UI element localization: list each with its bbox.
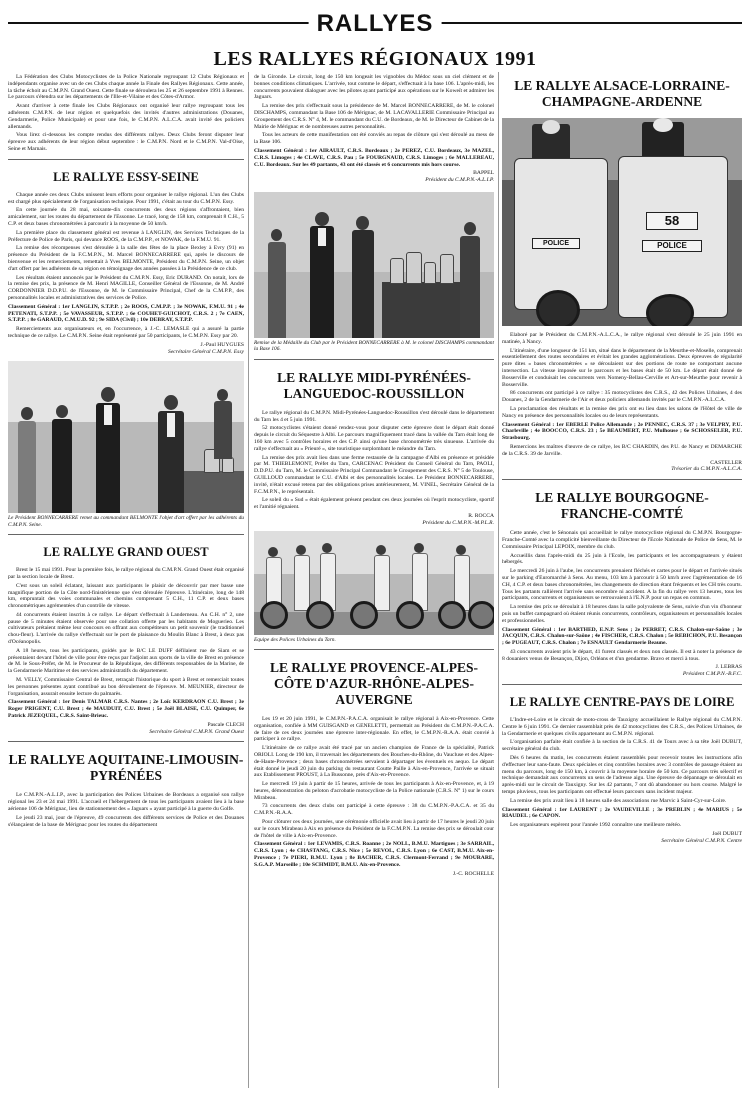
signature-name: J.-C. ROCHELLE — [452, 870, 494, 877]
article-paragraph: Les 19 et 20 juin 1991, le C.M.P.N.-P.A.C.A. organisait le rallye régional à Aix-en-Provence. Cette organisation, confiée à MM GUISGAND et GENELETTI, permettait au Président du C.M.P.N.-P.A.C.A. de faire de ces deux journées une épreuve inter-régionale. En effet, le C.M.P.N.-R.A.A. était convié à participer à ce rallye. — [254, 715, 494, 743]
column-divider — [248, 72, 249, 1088]
signature — [502, 664, 742, 678]
intro-paragraph: La Fédération des Clubs Motocyclistes de la Police Nationale regroupant 12 Clubs Régionaux et indépendants organise avec un de ces Clubs chaque année la Finale des Rallyes Régionaux. Cette année, la tâche échoit au C.M.P.N. Grand Ouest. Cette finale se déroulera les 25 et 26 septembre 1991 à Rennes. Le parcours s'étendra sur les départements de l'Ille-et-Vilaine et des Côtes-d'Armor. — [8, 74, 244, 101]
signature-role: Trésorier du C.M.P.N.-A.L.C.A. — [671, 466, 742, 473]
article-title-provence: LE RALLYE PROVENCE-ALPES-CÔTE D'AZUR-RHÔNE-ALPES-AUVERGNE — [269, 659, 479, 707]
signature-role: Président du C.M.P.N.-M.P.L.R. — [422, 519, 494, 526]
column-divider — [498, 72, 499, 1088]
article-paragraph: Le mercredi 19 juin à partir de 15 heures, arrivée de tous les participants à Aix-en-Provence, et, à 19 heures, démonstration du peloton d'acrobatie motocycliste de la Police nationale (C.R.S. N° 1) sur le cours Mirabeau. — [254, 781, 494, 801]
section-rule — [254, 359, 494, 360]
article-paragraph: En cette journée du 28 mai, soixante-dix concurrents des deux régions s'affrontaient, bien amicalement, sur les routes du département de l'Essonne. Le tracé, long de 158 km, comprenait 8 C.H., 5 C.P. et deux bases chronométrées à parcourir à la moyenne de 50 km/h. — [8, 207, 244, 227]
article-paragraph: La remise des prix se déroulait à 18 heures dans la salle polyvalente de Sens, suivie d'un vin d'honneur puis un buffet campagnard où étaient réunis concurrents, contrôleurs, organisateurs et personnalités locales et professionnelles. — [502, 604, 742, 624]
article-paragraph: L'organisation parfaite était confiée à la section de la C.R.S. 41 de Tours avec à sa tête Joël DUBUT, secrétaire général du club. — [502, 739, 742, 753]
article-paragraph: L'Indre-et-Loire et le circuit de moto-cross de Tauxigny accueillaient le Rallye régional du C.M.P.N. Centre le 6 juin 1991. Ce dernier rassemblait près de 42 motocyclistes des C.R.S., des Polices Urbaines, de la Gendarmerie et quelques civils appartenant au C.M.P.N. régional. — [502, 717, 742, 737]
article-paragraph: Le C.M.P.N.-A.L.I.P., avec la participation des Polices Urbaines de Bordeaux a organisé son rallye régional les 23 et 24 mai 1991. L'accueil et l'hébergement de tous les participants avaient lieu à la base aérienne 106 de Mérignac, lieu de stationnement des « Jaguars » ayant participé à la guerre du Golfe. — [8, 792, 244, 813]
classement-general: Classement Général : 1er LANGLIN, S.T.P.P. ; 2e ROOS, C.M.P.P. ; 3e NOWAK, F.M.U. 91 ; 4e PETENATI, S.T.P.P. ; 5e VAVASSEUR, S.T.P.P. ; 6e COUHET-GUICHOT, C.R.S. 2 ; 7e CAEN, S.T.P.P. ; 8e GARAUD, C.M.U.D. 92 ; 9e SIDA (Civil) ; 10e DEBRAY, S.T.P.P. — [8, 303, 244, 324]
article-title-midi-pyrenees: LE RALLYE MIDI-PYRÉNÉES-LANGUEDOC-ROUSSILLON — [277, 369, 471, 401]
signature-name: Joël DUBUT — [712, 831, 742, 838]
article-paragraph: Cette année, c'est le Sénonais qui accueillait le rallye motocycliste régional du C.M.P.N. Bourgogne-Franche-Comté avec la complicité bienveillante du Directeur de l'Ecole Nationale de Police de Sens, M. le Commissaire Principal LEPOIX, membre du club. — [502, 530, 742, 550]
signature-role: Président C.M.P.N.-B.F.C. — [682, 671, 742, 678]
photo-caption: Remise de la Médaille du Club par le Président BONNECARRERE à M. le colonel DISCHAMPS commandant la Base 106. — [254, 339, 494, 353]
section-rule — [502, 479, 742, 480]
article-title-aquitaine: LE RALLYE AQUITAINE-LIMOUSIN-PYRÉNÉES — [8, 752, 244, 784]
section-rule — [254, 649, 494, 650]
section-header — [8, 10, 742, 37]
classement-general: Classement Général : 1er LAURENT ; 2e VAUDEVILLE ; 3e PREBLIN ; 4e MARIUS ; 5e RIAUDEL ; 6e CAPON. — [502, 806, 742, 820]
article-title-bourgogne: LE RALLYE BOURGOGNE-FRANCHE-COMTÉ — [535, 490, 709, 522]
article-paragraph: Le soleil du « Sud » était également présent pendant ces deux journées où l'esprit motocycliste, sportif et l'amitié régnaient. — [254, 497, 494, 511]
signature-name: J.-Paul HUYGUES — [200, 341, 244, 348]
classement-general: Classement Général : 1er AIRAULT, C.R.S. Bordeaux ; 2e PEREZ, C.U. Bordeaux, 3e MAZEL, C.R.S. Limoges ; 4e CLAVE, C.R.S. Pau ; 5e FOURGNAUD, C.R.S. Limoges ; 6e MALLEREAU, C.U. Bordeaux. Sur les 49 partants, 43 ont été classés et 6 concurrents mis hors course. — [254, 147, 494, 168]
column-2 — [254, 74, 494, 879]
column-3 — [502, 74, 742, 847]
column-1 — [8, 74, 244, 830]
signature-name: CASTELLER — [710, 459, 742, 466]
article-paragraph: La remise des récompenses s'est déroulée à la salle des fêtes de la place Bexley à Evry (91) en présence du Président de la F.C.M.P.N., M. Marcel BONNECARRERE qui, après le discours de bienvenue et les remerciements, remettait à Yves BELMONTE, Président du C.M.P.N. Seine, un objet d'art offert par les adhérents de sa région en témoignage des années passées à la Présidence de ce club. — [8, 245, 244, 272]
signature — [8, 722, 244, 736]
intro-paragraph: Avant d'arriver à cette finale les Clubs Régionaux ont organisé leur rallye regroupant tous les adhérents C.M.P.N. de leur région et quelquefois des invités d'autres administrations (Douanes, Gendarmerie, Police Municipale) et pour une fois, le C.M.P.N. A.L.C.A. avait invité des policiers allemands. — [8, 103, 244, 130]
signature — [254, 513, 494, 527]
photo-caption: Le Président BONNECARRERE remet au commandant BELMONTE l'objet d'art offert par les adhérents du C.M.P.N. Seine. — [8, 515, 244, 528]
article-paragraph: Les organisateurs espèrent pour l'année 1992 connaître une meilleure météo. — [510, 822, 682, 829]
classement-general: Classement Général : 1er LEVAMIS, C.R.S. Roanne ; 2e NOLL, B.M.U. Martigues ; 3e SARRAIL, C.R.S. Lyon ; 4e CHASTANG, C.R.S. Nice ; 5e REVOL, C.R.S. Lyon ; 6e CAST, B.M.U. Aix-en-Provence ; 7e PIERI, B.M.U. Lyon ; 8e BACHER, C.R.S. Clermont-Ferrand ; 9e MOURARE, S.G.A.P. Marseille ; 10e SCHMIDT, B.M.U. Aix-en-Provence. — [254, 841, 494, 868]
section-rule — [8, 741, 244, 742]
article-paragraph: Elaboré par le Président du C.M.P.N.-A.L.C.A., le rallye régional s'est déroulé le 25 juin 1991 en matinée, à Nancy. — [502, 332, 742, 345]
section-rule — [8, 159, 244, 160]
article-paragraph: L'itinéraire de ce rallye avait été tracé par un ancien champion de France de la spécialité, Patrick ORIOLI. Long de 190 km, il traversait les départements des Bouches-du-Rhône, du Vaucluse et des Alpes-de-Haute-Provence ; deux bases chronométrées servaient à départager les éventuels ex aequo. Le départ était donné le jeudi 20 juin du parking du restaurant Coutte Paille à Aix-en-Provence, l'arrivée se situait aux Etablissement PROUST, à La Bussonne, près d'Aix-en-Provence. — [254, 745, 494, 779]
section-rule — [8, 534, 244, 535]
article-paragraph: M. VELLY, Commissaire Central de Brest, retraçait l'historique du sport à Brest et remerciait toutes les personnes présentes ayant contribué au bon déroulement de l'épreuve. M. MEUNIER, directeur de l'organisation, assurait ensuite lecture du palmarès. — [8, 677, 244, 697]
article-paragraph: Brest le 15 mai 1991. Pour la première fois, le rallye régional du C.M.P.N. Grand Ouest était organisé par la section locale de Brest. — [8, 567, 244, 580]
article-paragraph: La première place du classement général est revenue à LANGLIN, des Services Techniques de la Préfecture de Police de Paris, qui devance ROOS, de la C.M.P.P., et NOWAK, de la F.M.U. 91. — [8, 229, 244, 243]
article-paragraph: Le jeudi 23 mai, jour de l'épreuve, 49 concurrents des différents services de Police et des Douanes s'élançaient de la base de Mérignac pour les routes du département — [8, 814, 244, 828]
article-paragraph: Le mercredi 26 juin à l'aube, les concurrents prenaient fléchés et cartes pour le départ et l'arrivée situés sur le parking d'Euromarché à Sens. Au menu, 103 km à parcourir à 50 km/h avec l'agrémentation de 16 CH, 4 C.P. et deux bases chronométrées, les changements de direction étant fréquents et les CH très courts. Tous les partants rallièrent l'arrivée sans encombre ni accident. A la fin du rallye vers 13 heures, tous les participants, concurrents et organisateurs se retrouvaient à l'E.N.P. pour un repas en commun. — [502, 568, 742, 602]
article-title-centre-pays-de-loire: LE RALLYE CENTRE-PAYS DE LOIRE — [509, 695, 735, 710]
article-title-essy-seine: LE RALLYE ESSY-SEINE — [53, 169, 199, 184]
photo-police-motorcycles — [502, 118, 742, 326]
article-paragraph: Les résultats étaient annoncés par le Président du C.M.P.N. Essy, Eric DURAND. On notait, lors de la remise des prix, la présence de M. Henri MAGILLE, Conseiller Général de l'Essonne, de M. André CORDONNIER D.D.P.U. de l'Essonne, de M. le Commissaire Principal, Chef de la C.M.P.P., des personnalités locales et administratives des services de Police. — [8, 274, 244, 301]
article-paragraph: A 18 heures, tous les participants, guidés par le B/C LE DUFF défilaient rue de Siam et se présentaient devant l'hôtel de ville pour être reçus par l'adjoint aux sports de la ville de Brest en présence de M. le Sous-Préfet, de M. le Procureur de la République, des différents responsables de la Marine, de la Gendarmerie Maritime et des services administratifs du département. — [8, 647, 244, 675]
bike-number-plate: 58 — [646, 212, 698, 230]
signature — [8, 342, 244, 356]
signature-name: Pascale CLECH — [207, 721, 244, 728]
photo-tarn-team — [254, 531, 494, 635]
signature — [254, 871, 494, 878]
signature — [254, 170, 494, 184]
article-paragraph: 44 concurrents étaient inscrits à ce rallye. Le départ s'effectuait à Landerneau. Au C.H. n° 2, une pause de 5 minutes étaient observée pour une collation offerte par les habitants de Moguerieo. Les cultivateurs prétaient même leur concours en offrant aux compétiteurs un petit souvenir (le traditionnel chou-fleur). L'arrivée du rallye s'effectuait sur le port de plaisance du Moulin Blanc à Brest, à deux pas d'Océanopolis. — [8, 611, 244, 646]
article-paragraph: 86 concurrents ont participé à ce rallye : 35 motocyclistes des C.R.S., 42 des Polices Urbaines, 4 des Douanes, 2 de la Gendarmerie de l'Air et deux policiers allemands invités par le C.M.P.N.-A.L.C.A. — [502, 390, 742, 404]
article-paragraph: 52 motocyclistes s'étaient donné rendez-vous pour disputer cette épreuve dont le départ était donné depuis le circuit du Séquestre à Albi. Le parcours magnifiquement tracé dans la vallée du Tarn était long de 160 km avec 5 contrôles horaires et des C.P. ainsi qu'une base chronométrée très sinueuse. L'arrivée du rallye s'effectuait au « Prieuré », site touristique surplombant le méandre du Tarn. — [254, 425, 494, 452]
signature-role: Secrétaire Général C.M.P.N. Centre — [661, 837, 742, 844]
section-rule — [502, 684, 742, 685]
article-paragraph: Le rallye régional du C.M.P.N. Midi-Pyrénées-Languedoc-Roussillon s'est déroulé dans le département du Tarn les 4 et 5 juin 1991. — [254, 409, 494, 423]
intro-paragraph: Vous lirez ci-dessous les compte rendus des différents rallyes. Deux Clubs feront disputer leur épreuve aux adhérents de leur région début septembre : le C.M.P.N. Nord et le C.M.P.N. Val-d'Oise, Seine et Marnais. — [8, 132, 244, 152]
article-paragraph: 73 concurrents des deux clubs ont participé à cette épreuve : 38 du C.M.P.N.-P.A.C.A. et 35 du C.M.P.N.-R.A.A. — [254, 803, 494, 817]
page-title: LES RALLYES RÉGIONAUX 1991 — [213, 48, 537, 70]
signature-role: Président du C.M.P.N.-A.L.I.P. — [425, 177, 494, 184]
classement-general: Classement Général : 1er BARTHED, E.N.P. Sens ; 2e PERRET, C.R.S. Chalon-sur-Saône ; 3e JACQUIN, C.R.S. Chalon-sur-Saône ; 4e FISCHER, C.R.S. Chalon ; 5e REBICHON, P.U. Besançon ; 6e PUGEAUT, C.R.S. Chalon ; 7e ESNAULT Gendarmerie Beaune. — [502, 626, 742, 647]
section-label: RALLYES — [309, 10, 442, 38]
photo-medal-ceremony — [254, 192, 494, 338]
article-paragraph: L'itinéraire, d'une longueur de 151 km, situé dans le département de la Meurthe-et-Moselle, comprenait essentiellement des routes secondaires et évitait les grandes agglomérations. Deux épreuves de régularité pure dites « bases chronométrées » se déroulaient sur des portions de route ne comportant aucune intersection. La vitesse imposée sur le parcours et les bases était de 50 km. Le départ était donné de Bosserville et conduisait les concurrents vers Nomeny-Bellau-Cerville et Art-sur-Meurthe pour revenir à Bosserville. — [502, 347, 742, 388]
signature-name: BAPPEL — [473, 170, 494, 177]
article-paragraph: La remise des prix s'effectuait sous la présidence de M. Marcel BONNECARRERE, de M. le colonel DISCHAMPS, commandant la Base 106 de Mérignac, de M. LACAVALLERIE Commissaire Principal au Groupement des C.R.S. N° 4, M. le commandant du C.U. de Bordeaux, de M. le Directeur de Cabinet de la Mairie de Mérignac et de nombreuses autres personnalités. — [254, 103, 494, 130]
signature-role: Secrétaire Général C.M.P.N. Essy — [168, 348, 244, 355]
article-paragraph: La remise des prix avait lieu à 18 heures salle des associations rue Marvic à Saint-Cyr-sur-Loire. — [510, 797, 727, 804]
signature — [502, 460, 742, 474]
article-paragraph: Pour clôturer ces deux journées, une cérémonie officielle avait lieu à partir de 17 heures le jeudi 20 juin sur le cours Mirabeau à Aix en présence du Président de la F.C.M.P.N. La remise des prix se déroulait cour de l'hôtel de ville à Aix-en-Provence. — [254, 819, 494, 839]
article-paragraph: Remerciements aux organisateurs et, en l'occurrence, à J.-C. LEMASLE qui a assuré la partie technique de ce rallye. Le C.M.P.N. Seine était représenté par 50 participants, le C.M.P.N. Essy par 20. — [8, 326, 244, 339]
signature-name: J. LEBRAS — [715, 664, 742, 671]
classement-general: Classement Général : 1er EBERLE Police Allemande ; 2e PENNEC, C.R.S. 37 ; 3e VELPRY, P.U. Charleville ; 4e BOOCCO, C.R.S. 23 ; 5e BEAUMERT, P.U. Mulhouse ; 6e SCHOSSELER, P.U. Strasbourg. — [502, 421, 742, 442]
article-title-alsace-lorraine: LE RALLYE ALSACE-LORRAINE-CHAMPAGNE-ARDENNE — [514, 78, 730, 109]
police-fairing-label: POLICE — [642, 240, 702, 252]
photo-caption: Equipe des Polices Urbaines du Tarn. — [254, 636, 336, 643]
article-paragraph: Chaque année ces deux Clubs unissent leurs efforts pour organiser le rallye régional. L'un des Clubs est chargé plus spécialement de l'organisation technique. Pour 1991, c'était au tour du C.M.P.N. Essy. — [8, 191, 244, 205]
signature-role: Secrétaire Général C.M.P.N. Grand Ouest — [149, 728, 244, 735]
police-fairing-label: POLICE — [532, 238, 580, 249]
article-paragraph: C'est sous un soleil éclatant, laissant aux participants le plaisir de découvrir par mer basse une magnifique portion de la Côte nord-finistérienne que s'est déroulée l'épreuve. L'itinéraire, long de 148 km, empruntait des voies communales et chemins comprenant 5 C.H., 11 C.P. et deux bases chronométriques agrémentées d'un contrôle de vitesse. — [8, 582, 244, 610]
article-paragraph: Tous les acteurs de cette manifestation ont été conviés au repas de clôture qui s'est déroulé au mess de la Base 106. — [254, 132, 494, 146]
article-paragraph: Dès 6 heures du matin, les concurrents étaient rassemblés pour recevoir toutes les instructions afin d'effectuer leur sans-faute. Deux spéciales et cinq contrôles horaires avec 3 contrôles de passage étaient au menu du parcours, long de 150 km, à couvrir à la moyenne horaire de 50 km. Ce parcours très sélectif et technique demandait aux concurrents un sens de l'adresse aigu. Une épreuve de dépannage se déroulait en après-midi sur le circuit de Tauxigny. Sur les 42 partants, 7 ont dû abandonner ou hors course. Malgré le temps pluvieux, tous les participants ont effectué leurs parcours sans incident majeur. — [502, 755, 742, 796]
article-paragraph: La remise des prix avait lieu dans une ferme restaurée de la campagne d'Albi en présence et présidée par M. THIEBLEMONT, Préfet du Tarn, CARCENAC Président du Conseil Général du Tarn, PAOLI, D.D.P.U. du Tarn, M. le Commissaire Principal Commandant le Groupement des C.R.S. N° 5 de Toulouse, GUILLOUD commandant le C.U. d'Albi et des personnalités locales. Le Président BONNECARRERE, invité, n'était excusé retenu par des obligations prises antérieurement, M. VINEL, Secrétaire Général de la F.C.M.P.N., le représentait. — [254, 454, 494, 495]
article-paragraph: de la Gironde. Le circuit, long de 150 km longeait les vignobles du Médoc sous un ciel clément et de bonnes conditions climatiques. L'arrivée, tout comme le départ, s'effectuait à la base 106. L'après-midi, les concurrents pouvaient dialoguer avec les pilotes ayant participé aux opérations sur le Koweït et admirer les Jaguars. — [254, 74, 494, 101]
article-paragraph: Accueillis dans l'après-midi du 25 juin à l'Ecole, les participants et les accompagnateurs y étaient hébergés. — [502, 552, 742, 566]
article-title-grand-ouest: LE RALLYE GRAND OUEST — [43, 545, 209, 560]
photo-award-ceremony — [8, 361, 244, 513]
classement-general: Classement Général : 1er Denis TALMAR C.R.S. Nantes ; 2e Loïc KERDRAON C.U. Brest ; 3e Roger PRIGENT, C.U. Brest ; 4e MAUDUIT, C.U. Brest ; 5e Joël BLAISE, C.U. Quimper, 6e Patrick JEZEQUEL, C.R.S. Saint-Brieuc. — [8, 699, 244, 720]
article-paragraph: Remercions les maîtres d'œuvre de ce rallye, les B/C CHARDIN, des P.U. de Nancy et DEMARCHE de la C.R.S. 39 de Jarville. — [502, 443, 742, 457]
article-paragraph: La proclamation des résultats et la remise des prix ont eu lieu dans les salons de l'Hôtel de ville de Nancy en présence des personnalités locales ou de leurs représentants. — [502, 405, 742, 419]
signature — [502, 831, 742, 845]
article-paragraph: 43 concurrents avaient pris le départ, 41 furent classés et deux non classés. Il est à noter la présence de 8 douaniers venus de Besançon, Dijon, Orléans et d'un gendarme. Bravo et merci à tous. — [502, 648, 742, 662]
signature-name: R. ROCCA — [468, 512, 494, 519]
